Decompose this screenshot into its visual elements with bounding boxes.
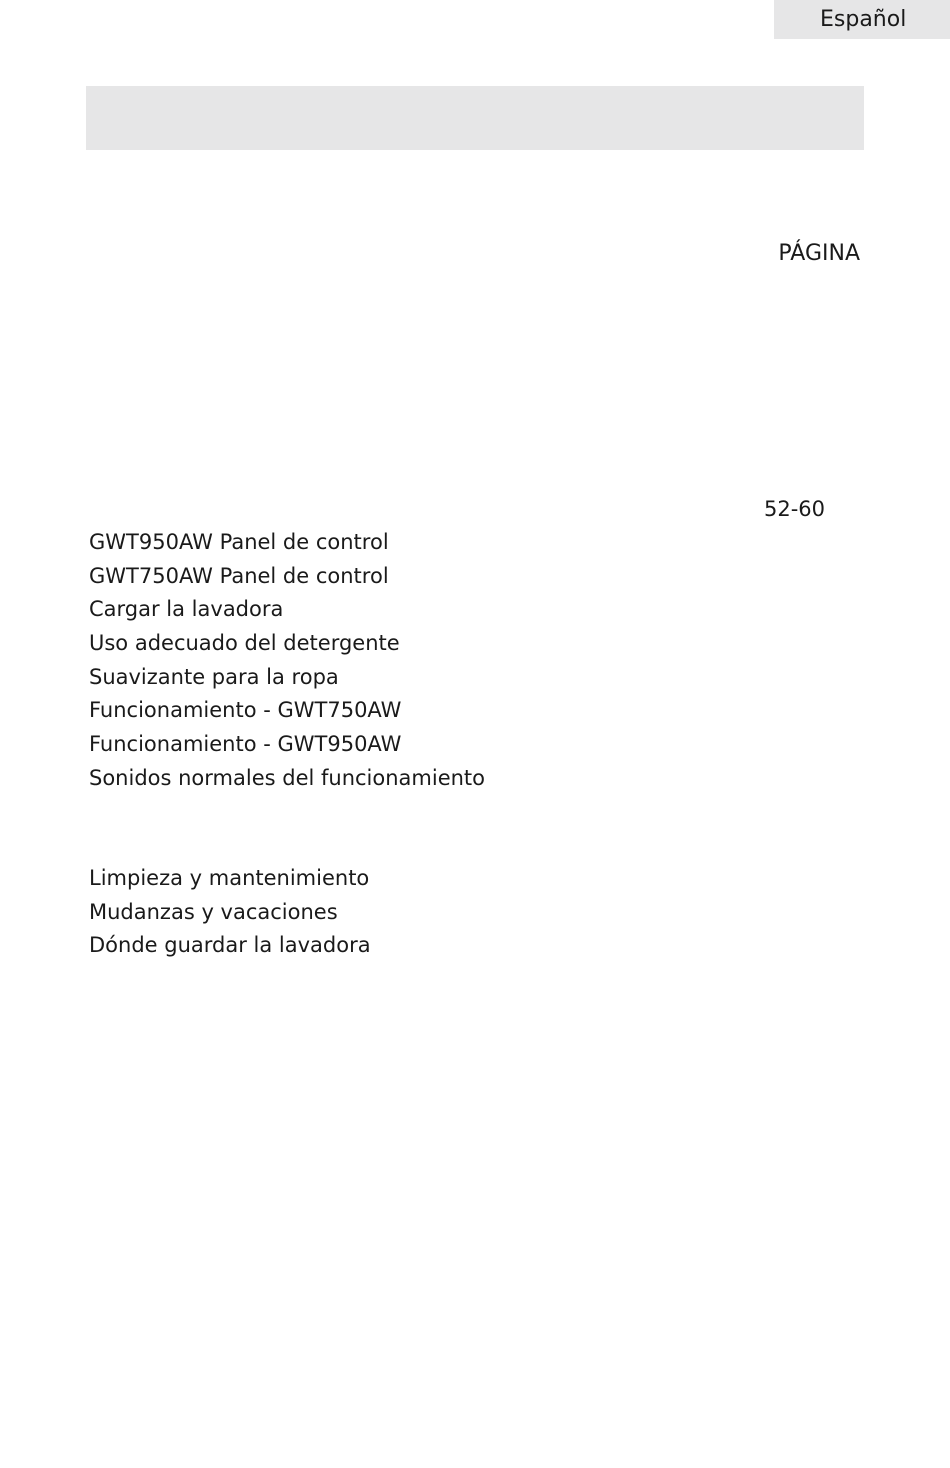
toc-page-range: 52-60 (764, 497, 826, 521)
language-tab: Español (774, 0, 950, 39)
toc-item: Dónde guardar la lavadora (89, 933, 371, 958)
toc-item: Funcionamiento - GWT950AW (89, 732, 402, 757)
toc-item: Suavizante para la ropa (89, 664, 339, 689)
toc-item: Funcionamiento - GWT750AW (89, 698, 402, 723)
toc-item: Sonidos normales del funcionamiento (89, 765, 486, 790)
toc-item: Limpieza y mantenimiento (89, 866, 370, 890)
toc-item: GWT950AW Panel de control (89, 530, 389, 554)
section-title-bar (86, 86, 864, 150)
toc-item: Mudanzas y vacaciones (89, 899, 338, 924)
toc-item: Uso adecuado del detergente (89, 631, 400, 656)
toc-group-operation (89, 526, 485, 796)
toc-item: Cargar la lavadora (89, 597, 284, 622)
toc-group-care (89, 862, 371, 963)
page-column-header: PÁGINA (778, 241, 860, 266)
toc-item: GWT750AW Panel de control (89, 563, 389, 588)
